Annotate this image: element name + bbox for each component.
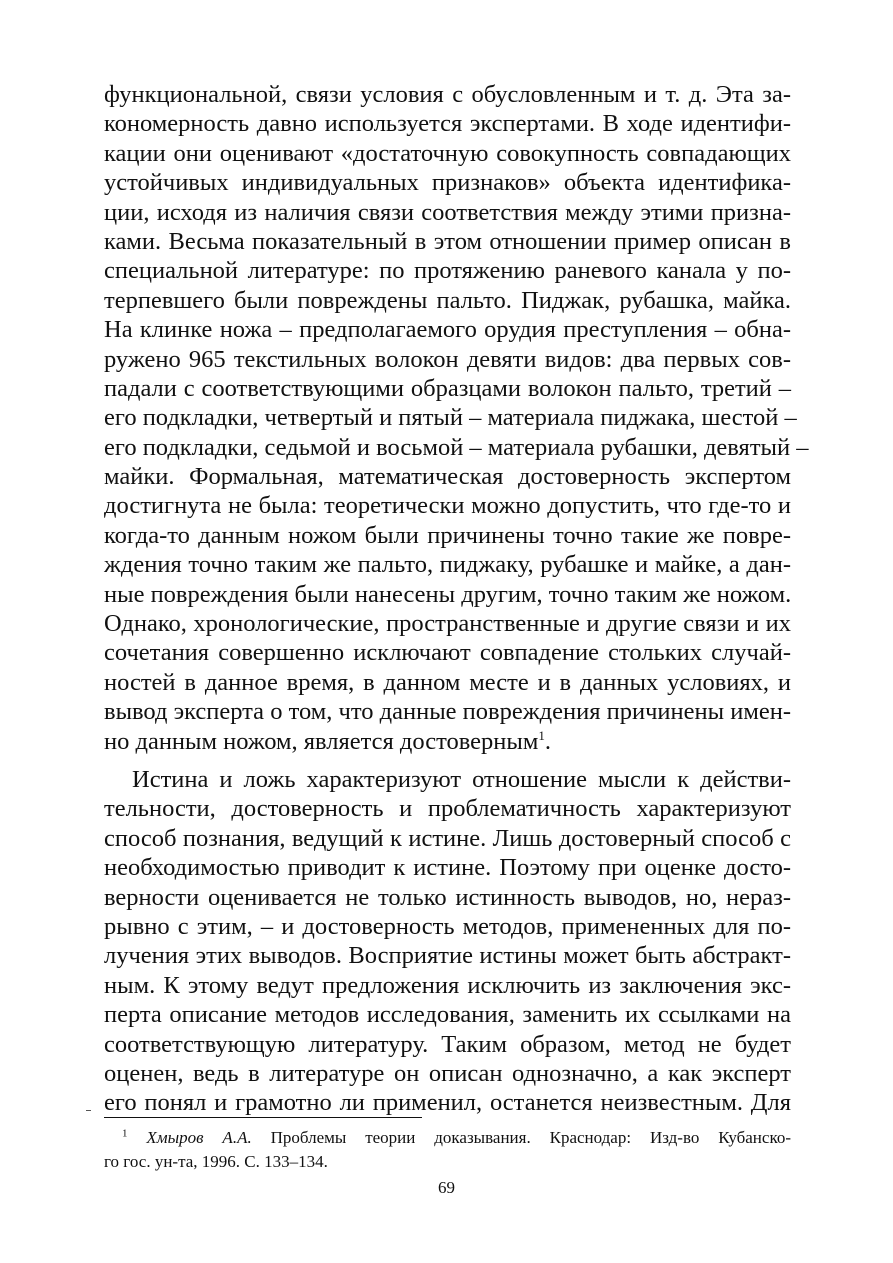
- text-line: майки. Формальная, математическая достоверность экспертом: [104, 463, 791, 491]
- text-line: соответствующую литературу. Таким образом, метод не будет: [104, 1030, 791, 1058]
- text-line: сочетания совершенно исключают совпадение стольких случай-: [104, 639, 791, 667]
- footnote-reference: 1: [538, 727, 545, 743]
- text-line: специальной литературе: по протяжению раневого канала у по-: [104, 257, 791, 285]
- text-line: его подкладки, седьмой и восьмой – материала рубашки, девятый –: [104, 433, 809, 461]
- text-line: ным. К этому ведут предложения исключить из заключения экс-: [104, 971, 791, 999]
- text-line: перта описание методов исследования, заменить их ссылками на: [104, 1001, 791, 1029]
- scan-mark: [86, 1110, 91, 1111]
- text-line: кации они оценивают «достаточную совокупность совпадающих: [104, 139, 791, 167]
- text-line: оценен, ведь в литературе он описан однозначно, а как эксперт: [104, 1059, 791, 1087]
- text-line: падали с соответствующими образцами волокон пальто, третий –: [104, 374, 791, 402]
- text-line: когда-то данным ножом были причинены точно такие же повре-: [104, 521, 791, 549]
- page-number: 69: [438, 1178, 455, 1197]
- text-line: ные повреждения были нанесены другим, точно таким же ножом.: [104, 580, 792, 608]
- text-fragment: но данным ножом, является достоверным: [104, 727, 539, 755]
- text-line: ностей в данное время, в данном месте и в данных условиях, и: [104, 668, 791, 696]
- text-line-last: [104, 727, 791, 756]
- text-line: вывод эксперта о том, что данные повреждения причинены имен-: [104, 698, 791, 726]
- footnote: [104, 1126, 791, 1174]
- text-line: Истина и ложь характеризуют отношение мысли к действи-: [132, 765, 791, 793]
- text-line: способ познания, ведущий к истине. Лишь достоверный способ с: [104, 824, 791, 852]
- text-line: лучения этих выводов. Восприятие истины может быть абстракт-: [104, 942, 791, 970]
- text-line: устойчивых индивидуальных признаков» объекта идентифика-: [104, 169, 791, 197]
- paragraph-2: [104, 765, 791, 1118]
- text-line: На клинке ножа – предполагаемого орудия преступления – обна-: [104, 316, 791, 344]
- page-body: [104, 80, 809, 1118]
- text-line: кономерность давно используется экспертами. В ходе идентифи-: [104, 110, 791, 138]
- footnote-line: го гос. ун-та, 1996. С. 133–134.: [104, 1152, 328, 1171]
- footnote-author: Хмыров А.А.: [146, 1128, 252, 1147]
- text-line: его подкладки, четвертый и пятый – материала пиджака, шестой –: [104, 404, 797, 432]
- footnote-text: Проблемы теории доказывания. Краснодар: Изд-во Кубанско-: [251, 1128, 792, 1147]
- text-fragment: .: [544, 727, 551, 755]
- text-line: ции, исходя из наличия связи соответствия между этими призна-: [104, 198, 791, 226]
- paragraph-1: [104, 80, 809, 756]
- text-line: достигнута не была: теоретически можно допустить, что где-то и: [104, 492, 791, 520]
- text-line: ждения точно таким же пальто, пиджаку, рубашке и майке, а дан-: [104, 551, 791, 579]
- text-line: Однако, хронологические, пространственные и другие связи и их: [104, 610, 791, 638]
- text-line: необходимостью приводит к истине. Поэтому при оценке досто-: [104, 854, 791, 882]
- footnote-divider: [104, 1117, 422, 1118]
- text-line: верности оценивается не только истинность выводов, но, нераз-: [104, 883, 791, 911]
- text-line: тельности, достоверность и проблематичность характеризуют: [104, 795, 791, 823]
- text-line: рывно с этим, – и достоверность методов, примененных для по-: [104, 912, 791, 940]
- text-line: ками. Весьма показательный в этом отношении пример описан в: [104, 227, 791, 255]
- text-line: функциональной, связи условия с обусловленным и т. д. Эта за-: [104, 81, 791, 108]
- footnote-line: [104, 1126, 791, 1150]
- text-line: его понял и грамотно ли применил, останется неизвестным. Для: [104, 1089, 791, 1117]
- text-line: терпевшего были повреждены пальто. Пиджак, рубашка, майка.: [104, 286, 791, 314]
- text-line: ружено 965 текстильных волокон девяти видов: два первых сов-: [104, 345, 791, 373]
- footnote-mark: 1: [122, 1127, 128, 1140]
